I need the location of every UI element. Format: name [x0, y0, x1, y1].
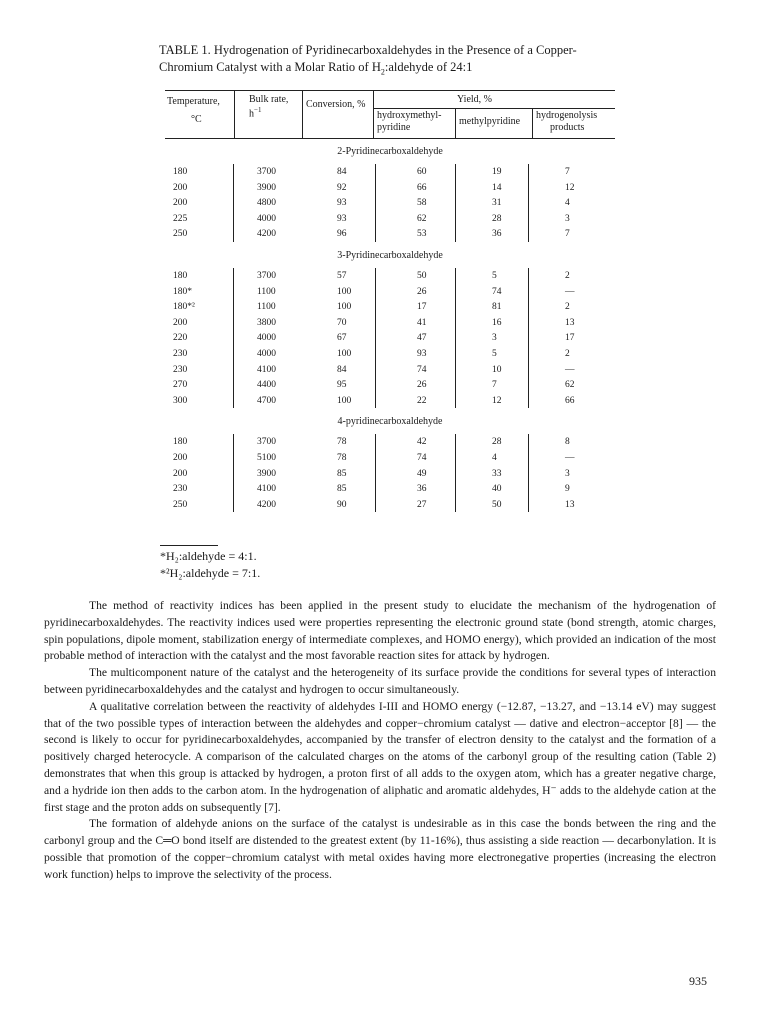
table-cell: 2 — [565, 302, 570, 313]
table-cell: 47 — [417, 333, 427, 344]
table-cell: 28 — [492, 213, 502, 224]
table-cell: 74 — [492, 286, 502, 297]
table-cell: 100 — [337, 349, 352, 359]
table-cell: 81 — [492, 302, 502, 313]
header-divider — [532, 108, 533, 138]
table-cell: 36 — [417, 484, 427, 495]
table-cell: — — [565, 364, 575, 375]
table-cell: 3900 — [257, 468, 276, 479]
caption-line-2-text: Chromium Catalyst with a Molar Ratio of H — [159, 60, 381, 74]
table-cell: 3 — [565, 468, 570, 479]
table-cell: 250 — [173, 229, 188, 240]
table-cell: 200 — [173, 453, 188, 463]
table-cell: 1100 — [257, 286, 276, 297]
table-cell: 3900 — [257, 182, 276, 193]
table-cell: 100 — [337, 395, 352, 406]
table-cell: 96 — [337, 229, 347, 240]
header-temperature-unit: °C — [191, 114, 202, 125]
table-cell: 50 — [417, 271, 427, 281]
table-cell: 85 — [337, 468, 347, 479]
table-cell: 230 — [173, 349, 188, 359]
table-cell: 93 — [337, 213, 347, 224]
table-cell: 4100 — [257, 364, 276, 375]
table-cell: 180 — [173, 271, 188, 281]
table-cell: 17 — [417, 302, 427, 313]
header-bottom-rule — [165, 138, 615, 139]
table-cell: 16 — [492, 317, 502, 328]
footnotes — [160, 548, 260, 582]
data-table — [165, 90, 615, 520]
footnote-rule — [160, 545, 218, 546]
table-cell: 200 — [173, 317, 188, 328]
bulk-unit-exp: −1 — [254, 106, 262, 114]
column-divider — [375, 268, 376, 408]
table-top-rule — [165, 90, 615, 91]
table-cell: 67 — [337, 333, 347, 344]
paragraph: A qualitative correlation between the reactivity of aldehydes I-III and HOMO energy (−12.87, −13.27, and −13.14 eV) may suggest that of the two possible types of interaction between the aldehydes and copper−chromium catalyst — dative and electron−acceptor [8] — the second is likely to occur for pyridinecarboxaldehydes, accompanied by the transfer of electron density to the catalyst and the formation of a positively charged heterocycle. A comparison of the calculated charges on the atoms of the carbonyl group of the resulting cation (Table 2) demonstrates that when this group is attacked by hydrogen, a proton first of all adds to the oxygen atom, which has a greater negative charge, and a hydride ion then adds to the carbon atom. In the hydrogenation of aliphatic and aromatic aldehydes, H⁻ adds to the aldehyde cation at the first stage and the proton adds on subsequently [7]. — [44, 699, 716, 814]
header-divider — [373, 90, 374, 138]
column-divider — [528, 434, 529, 512]
table-cell: 26 — [417, 286, 427, 297]
table-cell: 50 — [492, 499, 502, 510]
page-number: 935 — [689, 974, 707, 988]
table-cell: 3800 — [257, 317, 276, 328]
table-cell: 4400 — [257, 380, 276, 391]
table-cell: 7 — [565, 167, 570, 177]
header-bulk-rate: Bulk rate, — [249, 94, 289, 105]
group-title: 2-Pyridinecarboxaldehyde — [337, 146, 443, 157]
table-cell: 78 — [337, 437, 347, 448]
table-cell: 93 — [337, 198, 347, 209]
table-cell: 270 — [173, 380, 188, 391]
table-cell: 5 — [492, 349, 497, 359]
table-cell: 70 — [337, 317, 347, 328]
table-cell: 13 — [565, 317, 575, 328]
table-cell: 180* — [173, 286, 192, 297]
group-title: 4-pyridinecarboxaldehyde — [337, 416, 443, 428]
table-cell: 4000 — [257, 349, 276, 359]
table-cell: 180 — [173, 167, 188, 177]
table-cell: 4800 — [257, 198, 276, 209]
header-bulk-rate-unit — [249, 104, 261, 120]
table-cell: 225 — [173, 213, 188, 224]
column-divider — [455, 164, 456, 242]
table-cell: 41 — [417, 317, 427, 328]
table-cell: 3700 — [257, 167, 276, 177]
table-cell: 93 — [417, 349, 427, 359]
table-cell: 1100 — [257, 302, 276, 313]
table-cell: 230 — [173, 484, 188, 495]
paragraph: The formation of aldehyde anions on the surface of the catalyst is undesirable as in this case the bonds between the ring and the carbonyl group and the C═O bond itself are distended to the greatest extent (by 11-16%), thus assisting a side reaction — decarbonylation. It is possible that promotion of the copper−chromium catalyst with metal oxides having more electronegative properties (increasing the electron work function) helps to improve the selectivity of the process. — [44, 817, 716, 881]
table-cell: 7 — [492, 380, 497, 391]
column-divider — [455, 434, 456, 512]
table-cell: 27 — [417, 499, 427, 510]
column-divider — [528, 268, 529, 408]
header-yield: Yield, % — [457, 94, 492, 105]
column-divider — [233, 268, 234, 408]
table-cell: 66 — [417, 182, 427, 193]
table-cell: 85 — [337, 484, 347, 495]
paragraph: The multicomponent nature of the catalyst and the heterogeneity of its surface provide the conditions for several types of interaction between pyridinecarboxaldehydes and the catalyst and hydrogen to occur simultaneously. — [44, 666, 716, 696]
table-cell: 58 — [417, 198, 427, 209]
table-cell: 57 — [337, 271, 347, 281]
table-cell: 3 — [565, 213, 570, 224]
table-cell: 33 — [492, 468, 502, 479]
table-cell: 84 — [337, 167, 347, 177]
column-divider — [528, 164, 529, 242]
table-cell: 4 — [565, 198, 570, 209]
table-cell: 3 — [492, 333, 497, 344]
table-cell: 17 — [565, 333, 575, 344]
header-hydrogenolysis-2: products — [550, 122, 585, 133]
table-cell: 95 — [337, 380, 347, 391]
table-cell: 7 — [565, 229, 570, 240]
table-cell: 14 — [492, 182, 502, 193]
table-cell: 8 — [565, 437, 570, 448]
header-divider — [234, 90, 235, 138]
caption-line-2 — [159, 59, 629, 81]
header-divider — [302, 90, 303, 138]
table-cell: 13 — [565, 499, 575, 510]
table-cell: 19 — [492, 167, 502, 177]
table-cell: 5 — [492, 271, 497, 281]
table-cell: 12 — [565, 182, 575, 193]
table-cell: 53 — [417, 229, 427, 240]
table-cell: 3700 — [257, 437, 276, 448]
table-cell: 250 — [173, 499, 188, 510]
table-cell: 12 — [492, 395, 502, 406]
yield-rule — [373, 108, 615, 109]
table-cell: 230 — [173, 364, 188, 375]
table-cell: 22 — [417, 395, 427, 406]
table-cell: — — [565, 453, 575, 463]
table-cell: 200 — [173, 182, 188, 193]
caption-subscript: 2 — [380, 67, 385, 77]
table-cell: 62 — [417, 213, 427, 224]
group-title: 3-Pyridinecarboxaldehyde — [337, 250, 443, 261]
table-cell: 42 — [417, 437, 427, 448]
footnote-1: *H₂:aldehyde = 4:1. — [160, 549, 257, 563]
table-cell: 100 — [337, 286, 352, 297]
table-cell: 300 — [173, 395, 188, 406]
paragraph: The method of reactivity indices has been applied in the present study to elucidate the mechanism of the hydrogenation of pyridinecarboxaldehydes. The reactivity indices used were properties representing the electronic ground state (bond strength, atomic charges, spin populations, dipole moment, stabilization energy of intermediate complexes, and HOMO energy), which provided an indication of the most probable method of interaction with the catalyst and the most favorable reaction sites for attack by hydrogen. — [44, 599, 716, 663]
column-divider — [375, 434, 376, 512]
table-cell: 180*² — [173, 302, 195, 313]
table-cell: 90 — [337, 499, 347, 510]
caption-line-1: TABLE 1. Hydrogenation of Pyridinecarboxaldehydes in the Presence of a Copper- — [159, 43, 577, 57]
table-cell: 4100 — [257, 484, 276, 495]
table-cell: 4 — [492, 453, 497, 463]
header-methylpyridine: methylpyridine — [459, 116, 521, 127]
table-cell: 9 — [565, 484, 570, 495]
table-cell: 49 — [417, 468, 427, 479]
body-text — [44, 598, 716, 884]
table-cell: 3700 — [257, 271, 276, 281]
table-cell: 74 — [417, 364, 427, 375]
header-divider — [455, 108, 456, 138]
table-cell: 5100 — [257, 453, 276, 463]
table-cell: 10 — [492, 364, 502, 375]
table-cell: 4200 — [257, 229, 276, 240]
table-cell: 92 — [337, 182, 347, 193]
column-divider — [455, 268, 456, 408]
table-cell: 78 — [337, 453, 347, 463]
table-cell: 31 — [492, 198, 502, 209]
header-temperature: Temperature, — [167, 96, 220, 107]
table-cell: 4000 — [257, 213, 276, 224]
table-cell: 2 — [565, 349, 570, 359]
table-cell: 74 — [417, 453, 427, 463]
table-cell: 28 — [492, 437, 502, 448]
table-cell: 40 — [492, 484, 502, 495]
header-conversion: Conversion, % — [306, 99, 366, 110]
column-divider — [233, 434, 234, 512]
column-divider — [375, 164, 376, 242]
header-hydroxymethyl-2: pyridine — [377, 122, 411, 133]
table-cell: 200 — [173, 198, 188, 209]
table-cell: 180 — [173, 437, 188, 448]
table-cell: 66 — [565, 395, 575, 406]
table-caption — [159, 42, 629, 81]
table-cell: 84 — [337, 364, 347, 375]
table-cell: 62 — [565, 380, 575, 391]
footnote-2: *²H₂:aldehyde = 7:1. — [160, 566, 261, 580]
header-hydroxymethyl: hydroxymethyl- — [377, 110, 442, 121]
table-cell: 2 — [565, 271, 570, 281]
table-cell: 4700 — [257, 395, 276, 406]
header-hydrogenolysis: hydrogenolysis — [536, 110, 598, 121]
table-cell: 200 — [173, 468, 188, 479]
table-cell: — — [565, 286, 575, 297]
caption-line-2-end: :aldehyde of 24:1 — [384, 60, 473, 74]
bulk-unit-h: h — [249, 108, 254, 120]
table-cell: 60 — [417, 167, 427, 177]
table-cell: 220 — [173, 333, 188, 344]
table-cell: 4000 — [257, 333, 276, 344]
table-cell: 26 — [417, 380, 427, 391]
table-cell: 36 — [492, 229, 502, 240]
table-cell: 4200 — [257, 499, 276, 510]
table-cell: 100 — [337, 302, 352, 313]
column-divider — [233, 164, 234, 242]
